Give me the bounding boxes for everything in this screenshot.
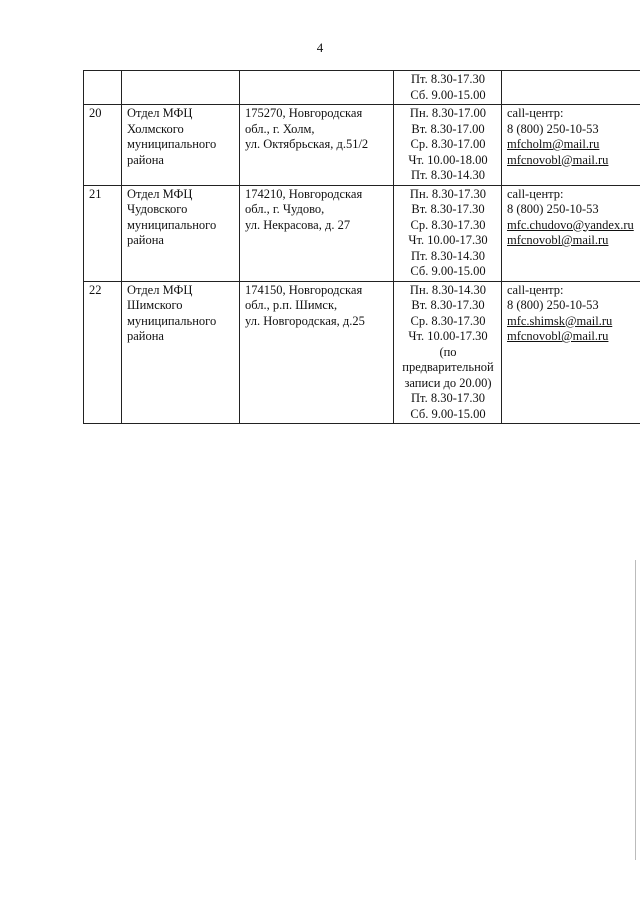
table-row-continuation — [84, 71, 640, 105]
hours-line: Ср. 8.30-17.30 — [410, 217, 486, 232]
office-name-line: района — [127, 329, 164, 343]
hours-line: Пн. 8.30-17.30 — [409, 186, 487, 201]
office-name-line: района — [127, 152, 164, 167]
office-name-line: муниципального — [127, 217, 217, 232]
address-line: 175270, Новгородская — [245, 106, 363, 120]
cell-address — [240, 71, 394, 105]
hours-line: Вт. 8.30-17.00 — [411, 121, 485, 136]
hours-line: предварительной — [402, 360, 494, 374]
hours-line: Сб. 9.00-15.00 — [410, 87, 486, 102]
office-name-line: Отдел МФЦ — [127, 186, 193, 201]
office-name-line: Чудовского — [127, 202, 188, 216]
office-contacts — [502, 105, 640, 186]
address-line: ул. Некрасова, д. 27 — [245, 217, 351, 232]
hours-line: Пт. 8.30-17.30 — [411, 72, 485, 86]
office-contacts — [502, 281, 640, 424]
callcenter-label: call-центр: — [507, 186, 564, 201]
address-line: обл., г. Чудово, — [245, 202, 325, 216]
office-address — [240, 105, 394, 186]
office-name — [122, 281, 240, 424]
office-hours — [394, 105, 502, 186]
hours-line: Пт. 8.30-14.30 — [411, 168, 485, 182]
callcenter-label: call-центр: — [507, 282, 564, 297]
email-link[interactable]: mfcholm@mail.ru — [507, 137, 600, 151]
office-name-line: района — [127, 233, 164, 247]
office-number: 20 — [84, 105, 122, 186]
office-contacts — [502, 185, 640, 281]
office-name-line: Холмского — [127, 121, 184, 136]
office-name-line: Отдел МФЦ — [127, 282, 193, 297]
hours-line: Пт. 8.30-14.30 — [411, 248, 485, 263]
hours-line: Чт. 10.00-18.00 — [408, 152, 488, 167]
address-line: 174150, Новгородская — [245, 282, 363, 297]
phone-number: 8 (800) 250-10-53 — [507, 298, 599, 312]
callcenter-label: call-центр: — [507, 106, 564, 120]
hours-line: Пн. 8.30-17.00 — [409, 106, 487, 120]
cell-hours — [394, 71, 502, 105]
hours-line: Сб. 9.00-15.00 — [410, 406, 486, 421]
hours-line: записи до 20.00) — [404, 375, 492, 390]
office-number: 21 — [84, 185, 122, 281]
hours-line: Вт. 8.30-17.30 — [411, 298, 485, 312]
hours-line: Ср. 8.30-17.00 — [410, 137, 486, 151]
scan-edge-line — [635, 560, 636, 860]
email-link[interactable]: mfc.shimsk@mail.ru — [507, 313, 613, 328]
hours-line: Вт. 8.30-17.30 — [411, 202, 485, 216]
table-row — [84, 105, 640, 186]
table-row — [84, 185, 640, 281]
email-link[interactable]: mfc.chudovo@yandex.ru — [507, 217, 634, 232]
address-line: ул. Новгородская, д.25 — [245, 313, 365, 328]
office-number: 22 — [84, 281, 122, 424]
cell-number — [84, 71, 122, 105]
email-link[interactable]: mfcnovobl@mail.ru — [507, 233, 609, 247]
hours-line: (по — [439, 344, 457, 359]
cell-contacts — [502, 71, 640, 105]
offices-table — [83, 70, 640, 424]
office-name-line: муниципального — [127, 137, 217, 151]
office-name — [122, 105, 240, 186]
phone-number: 8 (800) 250-10-53 — [507, 202, 599, 216]
hours-line: Сб. 9.00-15.00 — [410, 264, 486, 278]
hours-line: Пн. 8.30-14.30 — [409, 282, 487, 297]
office-name-line: Шимского — [127, 298, 183, 312]
office-hours — [394, 185, 502, 281]
phone-number: 8 (800) 250-10-53 — [507, 121, 599, 136]
table-row — [84, 281, 640, 424]
email-link[interactable]: mfcnovobl@mail.ru — [507, 152, 609, 167]
address-line: 174210, Новгородская — [245, 186, 363, 201]
hours-line: Ср. 8.30-17.30 — [410, 313, 486, 328]
address-line: обл., г. Холм, — [245, 121, 315, 136]
office-hours — [394, 281, 502, 424]
office-name-line: Отдел МФЦ — [127, 106, 193, 120]
office-address — [240, 281, 394, 424]
office-name-line: муниципального — [127, 313, 217, 328]
cell-name — [122, 71, 240, 105]
page-number: 4 — [316, 40, 324, 55]
hours-line: Чт. 10.00-17.30 — [408, 233, 488, 247]
email-link[interactable]: mfcnovobl@mail.ru — [507, 329, 609, 343]
address-line: ул. Октябрьская, д.51/2 — [245, 137, 369, 151]
hours-line: Чт. 10.00-17.30 — [408, 329, 488, 343]
office-name — [122, 185, 240, 281]
office-address — [240, 185, 394, 281]
address-line: обл., р.п. Шимск, — [245, 298, 338, 312]
hours-line: Пт. 8.30-17.30 — [411, 391, 485, 405]
